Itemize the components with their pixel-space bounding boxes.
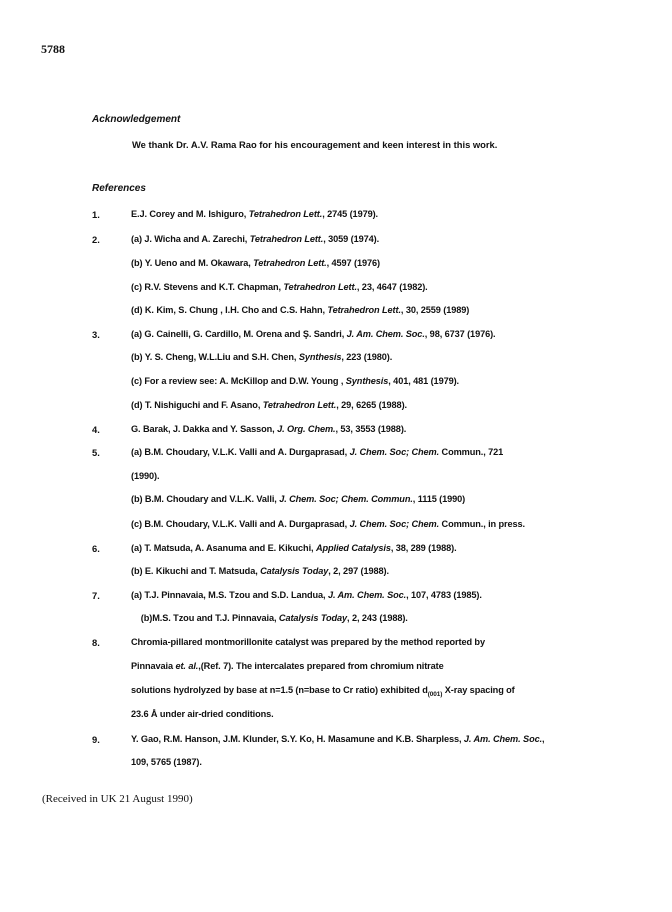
reference-number: 6. bbox=[92, 543, 100, 554]
subscript: (001) bbox=[427, 690, 443, 698]
reference-number: 4. bbox=[92, 424, 100, 435]
references-heading: References bbox=[92, 183, 146, 194]
reference-text: (a) T. Matsuda, A. Asanuma and E. Kikuchi, bbox=[131, 543, 316, 553]
acknowledgement-text: We thank Dr. A.V. Rama Rao for his encouragement and keen interest in this work. bbox=[132, 139, 498, 150]
reference-text: , 107, 4783 (1985). bbox=[406, 590, 482, 600]
reference-text: 23.6 Å under air-dried conditions. bbox=[131, 709, 274, 719]
reference-text: , 23, 4647 (1982). bbox=[356, 282, 428, 292]
reference-line bbox=[131, 661, 444, 671]
received-date: (Received in UK 21 August 1990) bbox=[42, 793, 193, 805]
journal-name: J. Am. Chem. Soc. bbox=[327, 590, 407, 600]
reference-text: , 98, 6737 (1976). bbox=[424, 329, 496, 339]
reference-text: (d) T. Nishiguchi and F. Asano, bbox=[131, 400, 263, 410]
reference-text: (a) J. Wicha and A. Zarechi, bbox=[131, 234, 250, 244]
reference-line bbox=[131, 234, 379, 244]
journal-name: Tetrahedron Lett. bbox=[253, 258, 327, 268]
reference-line bbox=[131, 209, 378, 219]
journal-name: J. Am. Chem. Soc. bbox=[463, 734, 543, 744]
reference-text: (a) T.J. Pinnavaia, M.S. Tzou and S.D. Landua, bbox=[131, 590, 328, 600]
reference-text: (c) B.M. Choudary, V.L.K. Valli and A. Durgaprasad, bbox=[131, 519, 350, 529]
reference-text: , 38, 289 (1988). bbox=[390, 543, 457, 553]
reference-text: (1990). bbox=[131, 471, 160, 481]
journal-name: Tetrahedron Lett. bbox=[248, 209, 323, 219]
reference-text: (b) Y. S. Cheng, W.L.Liu and S.H. Chen, bbox=[131, 352, 299, 362]
reference-text: X-ray spacing of bbox=[442, 685, 515, 695]
reference-text: , 223 (1980). bbox=[341, 352, 393, 362]
reference-number: 3. bbox=[92, 329, 100, 340]
reference-text: , 30, 2559 (1989) bbox=[400, 305, 470, 315]
reference-line bbox=[131, 709, 274, 719]
reference-text: , 4597 (1976) bbox=[326, 258, 380, 268]
journal-name: J. Chem. Soc; Chem. bbox=[349, 519, 440, 529]
reference-text: E.J. Corey and M. Ishiguro, bbox=[131, 209, 249, 219]
reference-line bbox=[131, 424, 406, 434]
reference-text: G. Barak, J. Dakka and Y. Sasson, bbox=[131, 424, 278, 434]
reference-number: 7. bbox=[92, 590, 100, 601]
journal-name: Tetrahedron Lett. bbox=[249, 234, 324, 244]
reference-number: 8. bbox=[92, 637, 100, 648]
reference-text: , 29, 6265 (1988). bbox=[336, 400, 407, 410]
reference-text: , 2, 297 (1988). bbox=[328, 566, 389, 576]
reference-line bbox=[131, 400, 407, 410]
reference-line bbox=[131, 519, 525, 529]
acknowledgement-heading: Acknowledgement bbox=[92, 114, 181, 125]
reference-text: , 1115 (1990) bbox=[412, 494, 466, 504]
reference-text: 109, 5765 (1987). bbox=[131, 757, 202, 767]
reference-text: Commun., 721 bbox=[439, 447, 504, 457]
reference-text: (a) B.M. Choudary, V.L.K. Valli and A. Durgaprasad, bbox=[131, 447, 350, 457]
reference-text: Chromia-pillared montmorillonite catalyst was prepared by the method reported by bbox=[131, 637, 485, 647]
reference-number: 5. bbox=[92, 447, 100, 458]
reference-line bbox=[131, 613, 408, 623]
journal-name: Tetrahedron Lett. bbox=[327, 305, 401, 315]
reference-text: , 401, 481 (1979). bbox=[388, 376, 460, 386]
journal-name: J. Am. Chem. Soc. bbox=[346, 329, 425, 339]
reference-line bbox=[131, 329, 496, 339]
reference-text: (a) G. Cainelli, G. Cardillo, M. Orena and Ş. Sandri, bbox=[131, 329, 347, 339]
reference-number: 2. bbox=[92, 234, 100, 245]
page-number: 5788 bbox=[41, 42, 65, 56]
reference-line bbox=[131, 734, 545, 744]
reference-text: (b)M.S. Tzou and T.J. Pinnavaia, bbox=[131, 613, 279, 623]
reference-line bbox=[131, 637, 485, 647]
reference-text: (c) R.V. Stevens and K.T. Chapman, bbox=[131, 282, 284, 292]
reference-line bbox=[131, 305, 469, 315]
reference-text: , 2, 243 (1988). bbox=[347, 613, 408, 623]
reference-text: Pinnavaia bbox=[131, 661, 176, 671]
reference-line bbox=[131, 471, 159, 481]
reference-line bbox=[131, 590, 482, 600]
reference-text: (b) E. Kikuchi and T. Matsuda, bbox=[131, 566, 261, 576]
reference-line bbox=[131, 494, 465, 504]
reference-line bbox=[131, 543, 457, 553]
reference-text: , 2745 (1979). bbox=[322, 209, 379, 219]
reference-text: (b) Y. Ueno and M. Okawara, bbox=[131, 258, 254, 268]
journal-name: Tetrahedron Lett. bbox=[283, 282, 357, 292]
journal-name: Synthesis bbox=[298, 352, 342, 362]
reference-line bbox=[131, 685, 515, 698]
reference-number: 1. bbox=[92, 209, 100, 220]
journal-name: et. al. bbox=[175, 661, 199, 671]
reference-line bbox=[131, 282, 428, 292]
reference-text: , 53, 3553 (1988). bbox=[335, 424, 407, 434]
reference-line bbox=[131, 258, 380, 268]
reference-line bbox=[131, 566, 389, 576]
reference-text: (d) K. Kim, S. Chung , I.H. Cho and C.S. Hahn, bbox=[131, 305, 328, 315]
reference-line bbox=[131, 352, 392, 362]
reference-text: Commun., in press. bbox=[439, 519, 525, 529]
journal-name: Catalysis Today bbox=[278, 613, 348, 623]
journal-name: J. Org. Chem. bbox=[277, 424, 336, 434]
reference-text: (c) For a review see: A. McKillop and D.W. Young , bbox=[131, 376, 346, 386]
reference-text: solutions hydrolyzed by base at n=1.5 (n=base to Cr ratio) exhibited d bbox=[131, 685, 428, 695]
reference-text: (b) B.M. Choudary and V.L.K. Valli, bbox=[131, 494, 280, 504]
journal-name: Tetrahedron Lett. bbox=[262, 400, 337, 410]
reference-text: , 3059 (1974). bbox=[323, 234, 380, 244]
journal-name: Synthesis bbox=[345, 376, 389, 386]
reference-line bbox=[131, 376, 459, 386]
reference-text: , bbox=[542, 734, 545, 744]
reference-number: 9. bbox=[92, 734, 100, 745]
journal-name: J. Chem. Soc; Chem. Commun. bbox=[279, 494, 413, 504]
reference-text: ,(Ref. 7). The intercalates prepared from chromium nitrate bbox=[198, 661, 444, 671]
reference-text: Y. Gao, R.M. Hanson, J.M. Klunder, S.Y. Ko, H. Masamune and K.B. Sharpless, bbox=[131, 734, 464, 744]
journal-name: J. Chem. Soc; Chem. bbox=[349, 447, 440, 457]
reference-line bbox=[131, 447, 503, 457]
reference-line bbox=[131, 757, 202, 767]
journal-name: Applied Catalysis bbox=[315, 543, 391, 553]
journal-name: Catalysis Today bbox=[260, 566, 329, 576]
